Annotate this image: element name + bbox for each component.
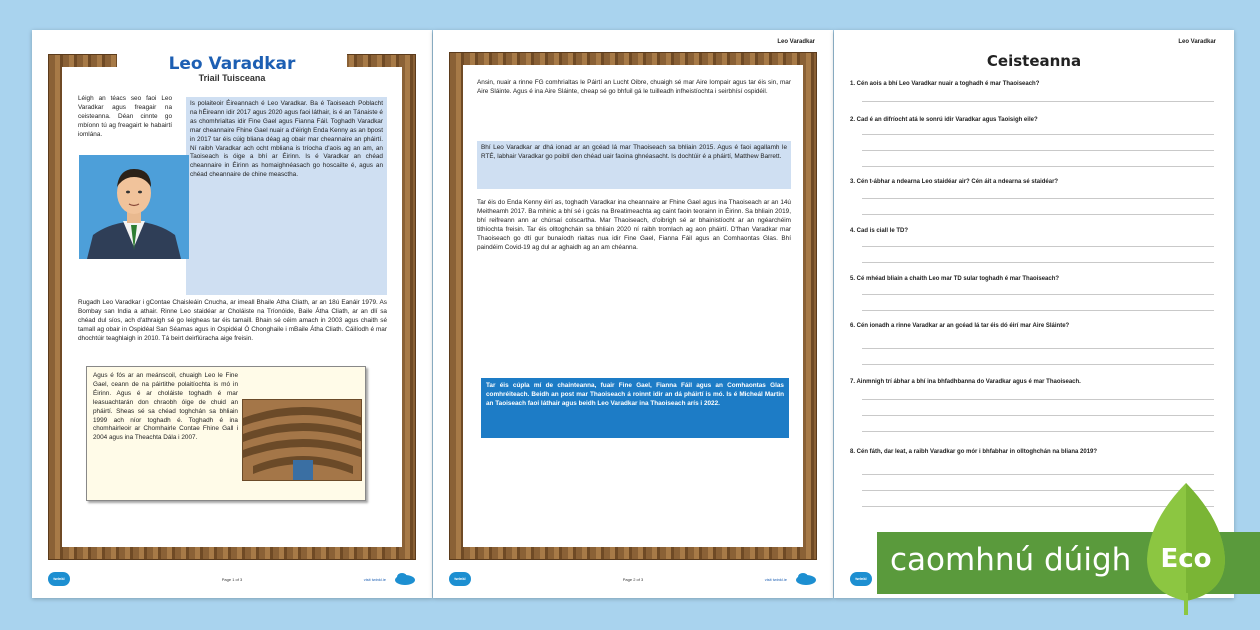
answer-line[interactable] [862, 198, 1214, 199]
question-2: 2. Cad é an difríocht atá le sonrú idir Varadkar agus Taoisigh eile? [850, 117, 1038, 123]
leaf-icon [1141, 481, 1231, 615]
page-footer [433, 562, 833, 598]
answer-line[interactable] [862, 166, 1214, 167]
government-box: Tar éis cúpla mí de chainteanna, fuair Fine Gael, Fianna Fáil agus an Comhaontas Glas comhréiteach. Beidh an post mar Thaoiseach á roinnt idir an dá pháirtí is mó. Is é Micheál Martin an Taoiseach faoi láthair agus beidh Leo Varadkar ina Thaoiseach arís i 2022. [481, 378, 789, 438]
page-content [463, 65, 803, 547]
question-5: 5. Cé mhéad bliain a chaith Leo mar TD sular toghadh é mar Thaoiseach? [850, 276, 1060, 282]
twinkl-logo: twinkl [449, 572, 471, 586]
question-1: 1. Cén aois a bhí Leo Varadkar nuair a toghadh é mar Thaoiseach? [850, 81, 1040, 87]
page-subtitle: Triail Tuisceana [198, 73, 266, 83]
question-7: 7. Ainmnigh trí ábhar a bhí ina bhfadhbanna do Varadkar agus é mar Thaoiseach. [850, 379, 1081, 385]
page-number: Page 1 of 3 [221, 577, 243, 582]
twinkl-logo: twinkl [850, 572, 872, 586]
portrait-illustration [79, 155, 189, 259]
wood-frame [449, 52, 817, 560]
answer-line[interactable] [862, 399, 1214, 400]
page-footer [32, 562, 432, 598]
eco-label: caomhnú dúigh [890, 542, 1132, 578]
answer-line[interactable] [862, 294, 1214, 295]
highlight-box: Bhí Leo Varadkar ar dhá ionad ar an gcéad lá mar Thaoiseach sa bhliain 2015. Agus é faoi agallamh le RTÉ, labhair Varadkar go poiblí den chéad uair faoina ghnéasacht. Is dochtúir é a pháirtí, Matthew Barrett. [477, 141, 791, 189]
cloud-icon [795, 570, 817, 586]
answer-line[interactable] [862, 364, 1214, 365]
page-title: Leo Varadkar [117, 54, 347, 74]
eco-badge: Eco [1160, 544, 1212, 574]
questions-title: Ceisteanna [986, 52, 1082, 70]
question-8: 8. Cén fáth, dar leat, a raibh Varadkar go mór i bhfabhar in olltoghchán na bliana 2019? [850, 449, 1098, 455]
answer-line[interactable] [862, 431, 1214, 432]
summary-box: Is polaiteoir Éireannach é Leo Varadkar. Ba é Taoiseach Poblacht na hÉireann idir 2017 agus 2020 agus faoi láthair, is é an Tánaiste é as chomhrialtas idir Fine Gael agus Fianna Fáil. Toghadh Varadkar mar cheannaire Fhine Gael nuair a d'éirigh Enda Kenny as an bpost in 2017 tar éis cúig bliana déag ag obair mar cheannaire an pháirtí. Ní raibh Varadkar ach ocht mbliana is tríocha d'aois ag an am, an Taoiseach is óige a bhí ar Éirinn. Is é Varadkar an chéad cheannaire in Éirinn as homaighnéasach go hoscailte é, agus an chéad cheannaire de chine measctha. [186, 97, 387, 295]
question-3: 3. Cén t-ábhar a ndearna Leo staidéar air? Cén áit a ndearna sé staidéar? [850, 179, 1059, 185]
worksheet-page-2 [433, 30, 833, 598]
answer-line[interactable] [862, 246, 1214, 247]
cloud-icon [394, 570, 416, 586]
taoiseach-text: Tar éis do Enda Kenny éirí as, toghadh Varadkar ina cheannaire ar Fhine Gael agus ina Thaoiseach ar an 14ú Meitheamh 2017. Ba mhinic a bhí sé i gcás na Breatimeachta ag caint faoin teorainn in Éirinn. Sa bhliain 2019, bhí reifreann ann ar chúrsaí colscartha. Mar Thaoiseach, d'oibrigh sé ar bhainistíocht ar an ngéarchéim tithíochta freisin. Tar éis olltoghcháin sa bhliain 2020 ní raibh tromlach ag aon pháirtí. D'fhan Varadkar mar Thaoiseach go dtí gur bunaíodh rialtas nua idir Fine Gael, Fianna Fáil agus an Comhaontas Glas. Bhí paindéim Covid-19 ag dul ar aghaidh ag an am chéanna. [477, 199, 791, 251]
callout-text: Agus é fós ar an meánscoil, chuaigh Leo le Fine Gael, ceann de na páirtithe polaitíochta is mó in Éirinn. Agus é ar choláiste toghadh é mar leasuachtarán don chraobh óige de chuid an pháirtí. Sheas sé sa chéad toghchán sa bhliain 1999 ach níor toghadh é. Toghadh é ina chomhairleoir ar Chomhairle Contae Fhine Gall i 2004 agus ina Theachta Dála i 2007. [93, 372, 238, 442]
callout-box [86, 366, 366, 501]
dail-chamber-illustration [242, 399, 362, 481]
question-4: 4. Cad is ciall le TD? [850, 228, 909, 234]
answer-line[interactable] [862, 134, 1214, 135]
running-header: Leo Varadkar [1178, 39, 1216, 45]
worksheet-page-1 [32, 30, 432, 598]
answer-line[interactable] [862, 310, 1214, 311]
twinkl-logo: twinkl [48, 572, 70, 586]
answer-line[interactable] [862, 348, 1214, 349]
answer-line[interactable] [862, 214, 1214, 215]
answer-line[interactable] [862, 474, 1214, 475]
footer-link[interactable]: visit twinkl.ie [764, 577, 787, 582]
running-header: Leo Varadkar [777, 39, 815, 45]
answer-line[interactable] [862, 415, 1214, 416]
answer-line[interactable] [862, 150, 1214, 151]
footer-link[interactable]: visit twinkl.ie [363, 577, 386, 582]
career-text: Ansin, nuair a rinne FG comhrialtas le Páirtí an Lucht Oibre, chuaigh sé mar Aire Iompair agus tar éis sin, mar Aire Sláinte. Agus é ina Aire Sláinte, cheap sé go bhfuil gá le tuilleadh infheistíochta i seirbhísí ospidéil. [477, 79, 791, 95]
page-number: Page 2 of 3 [622, 577, 644, 582]
question-6: 6. Cén ionadh a rinne Varadkar ar an gcéad lá tar éis dó éirí mar Aire Sláinte? [850, 323, 1070, 329]
biography-text: Rugadh Leo Varadkar i gContae Chaisleáin Cnucha, ar imeall Bhaile Átha Cliath, ar an 18ú Eanáir 1979. As Bombay san India a athair. Rinne Leo staidéar ar Choláiste na Tríonóide, Baile Átha Cliath, ar an dlí sa chéad dul síos, ach d'athraigh sé go leigheas tar éis tamaill. Bhain sé céim amach in 2003 agus chaith sé tamall ag obair in Ospidéal San Séamas agus in Ospidéal Ó Chonghaile i mBaile Átha Cliath. Cáilíodh é mar dhochtúir teaghlaigh in 2010. Tá beirt deirfiúracha aige freisin. [78, 299, 387, 342]
answer-line[interactable] [862, 262, 1214, 263]
answer-line[interactable] [862, 101, 1214, 102]
intro-text: Léigh an téacs seo faoi Leo Varadkar agus freagair na ceisteanna. Déan cinnte go mbíonn tú ag freagairt le habairtí iomlána. [78, 95, 172, 138]
